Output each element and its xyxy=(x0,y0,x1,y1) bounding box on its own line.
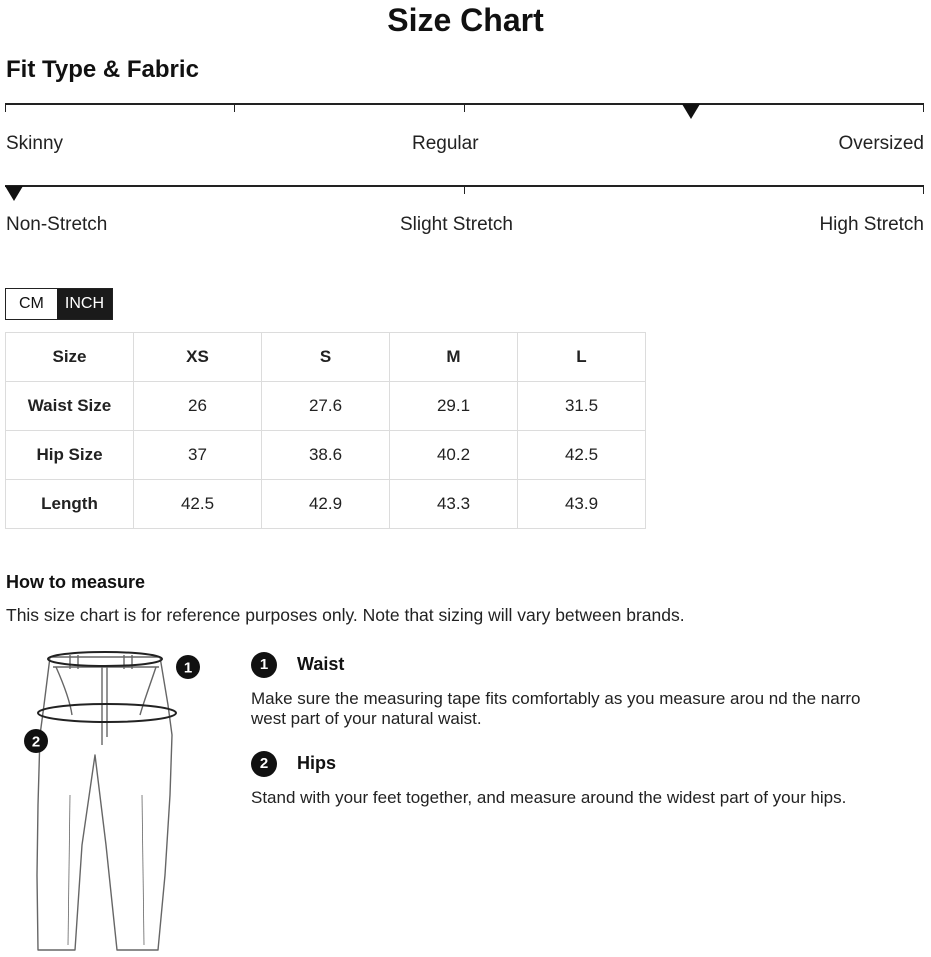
step-2-badge-label: 2 xyxy=(31,733,41,751)
step-1-text: Make sure the measuring tape fits comfortably as you measure arou nd the narrowest part of your natural waist. xyxy=(251,689,861,728)
stretch-selected-marker-icon xyxy=(5,186,23,201)
step-1-number: 1 xyxy=(251,652,277,678)
step-2-text: Stand with your feet together, and measure around the widest part of your hips. xyxy=(251,788,847,807)
step-1-badge-icon xyxy=(176,655,200,679)
table-row-label: Waist Size xyxy=(6,382,134,431)
table-cell: 26 xyxy=(134,382,262,431)
table-cell: 38.6 xyxy=(262,431,390,480)
fit-scale-tick xyxy=(234,103,235,112)
stretch-scale-tick xyxy=(464,185,465,194)
stretch-scale-tick xyxy=(923,185,924,194)
table-cell: 40.2 xyxy=(390,431,518,480)
table-row xyxy=(6,431,646,480)
table-header-cell: L xyxy=(518,333,646,382)
stretch-label-slight: Slight Stretch xyxy=(400,214,513,235)
table-cell: 27.6 xyxy=(262,382,390,431)
step-2-number: 2 xyxy=(251,751,277,777)
stretch-label-non: Non-Stretch xyxy=(6,214,108,235)
step-2-badge-icon xyxy=(24,729,48,753)
fit-section-title: Fit Type & Fabric xyxy=(6,56,199,83)
table-cell: 42.5 xyxy=(134,480,262,529)
reference-note: This size chart is for reference purposes only. Note that sizing will vary between brands. xyxy=(6,605,685,625)
stretch-label-high: High Stretch xyxy=(819,214,924,235)
fit-label-oversized: Oversized xyxy=(838,133,924,154)
fit-label-skinny: Skinny xyxy=(6,133,64,154)
size-table xyxy=(5,332,646,529)
step-2-title: Hips xyxy=(297,753,337,773)
how-to-measure-title: How to measure xyxy=(6,572,146,592)
unit-cm-button[interactable]: CM xyxy=(19,295,44,312)
fit-scale-tick xyxy=(5,103,6,112)
fit-selected-marker-icon xyxy=(682,104,700,119)
pants-illustration xyxy=(20,645,220,957)
table-header-row xyxy=(6,333,646,382)
fit-scale-tick xyxy=(464,103,465,112)
table-cell: 42.5 xyxy=(518,431,646,480)
table-header-cell: XS xyxy=(134,333,262,382)
unit-inch-button[interactable]: INCH xyxy=(57,289,112,319)
table-row xyxy=(6,382,646,431)
table-row xyxy=(6,480,646,529)
unit-toggle xyxy=(5,288,113,320)
table-row-label: Length xyxy=(6,480,134,529)
table-row-label: Hip Size xyxy=(6,431,134,480)
table-cell: 29.1 xyxy=(390,382,518,431)
table-cell: 42.9 xyxy=(262,480,390,529)
fit-label-regular: Regular xyxy=(412,133,479,154)
table-header-cell: Size xyxy=(6,333,134,382)
table-cell: 43.3 xyxy=(390,480,518,529)
table-cell: 31.5 xyxy=(518,382,646,431)
table-header-cell: S xyxy=(262,333,390,382)
step-1-title: Waist xyxy=(297,654,345,674)
table-header-cell: M xyxy=(390,333,518,382)
table-cell: 37 xyxy=(134,431,262,480)
fit-scale-tick xyxy=(923,103,924,112)
step-1-badge-label: 1 xyxy=(183,659,193,677)
page-title: Size Chart xyxy=(387,2,544,38)
table-cell: 43.9 xyxy=(518,480,646,529)
